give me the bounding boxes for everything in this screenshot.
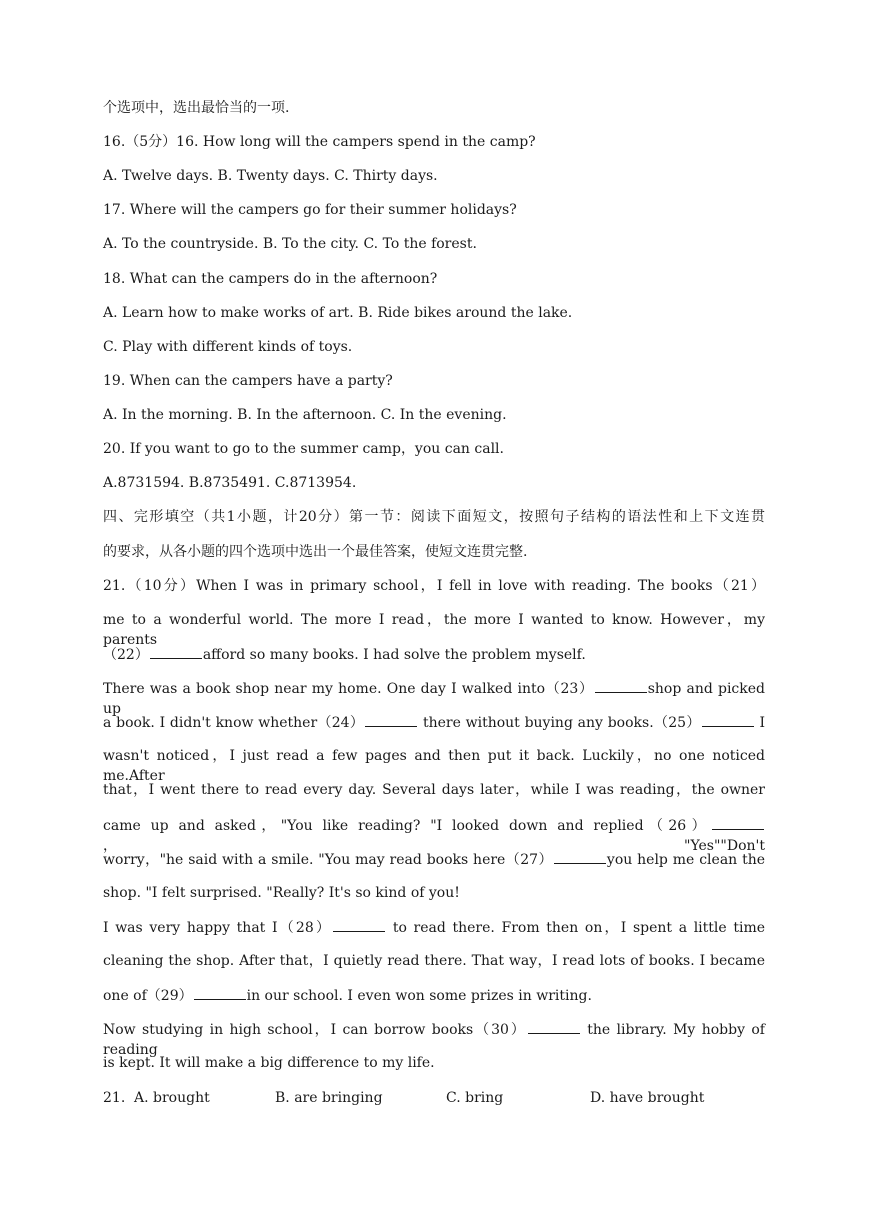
answer-blank-22[interactable] <box>150 644 202 659</box>
answer-blank-23[interactable] <box>595 678 647 693</box>
passage-text: worry，"he said with a smile. "You may read books here（27） <box>103 852 553 868</box>
passage-text: afford so many books. I had solve the problem myself. <box>202 647 586 663</box>
passage-line <box>103 678 766 717</box>
question-20-options: A.8731594. B.8735491. C.8713954. <box>103 475 357 491</box>
passage-line: is kept. It will make a big difference to my life. <box>103 1055 435 1071</box>
passage-line: 21.（10分）When I was in primary school，I fell in love with reading. The books（21） <box>103 578 765 594</box>
passage-line <box>103 1019 765 1058</box>
passage-text: to read there. From then on，I spent a little time <box>386 920 765 936</box>
passage-line <box>103 815 765 854</box>
passage-text: one of（29） <box>103 988 193 1004</box>
passage-text: came up and asked，"You like reading? "I looked down and replied（26） <box>103 818 711 834</box>
passage-line <box>103 917 765 937</box>
passage-text: （22） <box>103 647 149 663</box>
answer-blank-30[interactable] <box>528 1019 580 1034</box>
answer-blank-29[interactable] <box>194 985 246 1000</box>
question-19-options: A. In the morning. B. In the afternoon. C. In the evening. <box>103 407 507 423</box>
question-17-options: A. To the countryside. B. To the city. C. To the forest. <box>103 236 477 252</box>
question-16-options: A. Twelve days. B. Twenty days. C. Thirty days. <box>103 168 438 184</box>
option-number <box>103 1088 125 1108</box>
section-heading: 四、完形填空（共1小题，计20分）第一节：阅读下面短文，按照句子结构的语法性和上下文连贯 <box>103 509 765 525</box>
passage-text: I was very happy that I（28） <box>103 920 333 936</box>
option-a[interactable]: A. brought <box>134 1090 210 1106</box>
question-18-options-ab: A. Learn how to make works of art. B. Ride bikes around the lake. <box>103 305 573 321</box>
question-21-number: 21. <box>103 1090 126 1106</box>
passage-text: there without buying any books.（25） <box>418 715 701 731</box>
answer-blank-25[interactable] <box>702 712 754 727</box>
passage-line: cleaning the shop. After that，I quietly read there. That way，I read lots of books. I became <box>103 953 765 969</box>
answer-blank-28[interactable] <box>333 917 385 932</box>
passage-text: shop and picked up <box>103 681 766 717</box>
answer-blank-26[interactable] <box>712 815 764 830</box>
question-17: 17. Where will the campers go for their summer holidays? <box>103 202 517 218</box>
passage-line: me to a wonderful world. The more I read，the more I wanted to know. However，my parents <box>103 612 765 648</box>
instruction-line: 个选项中，选出最恰当的一项. <box>103 100 290 116</box>
question-18-option-c: C. Play with different kinds of toys. <box>103 339 353 355</box>
passage-line <box>103 712 765 732</box>
question-18: 18. What can the campers do in the afternoon? <box>103 271 438 287</box>
passage-line <box>103 644 765 664</box>
passage-text: in our school. I even won some prizes in writing. <box>246 988 592 1004</box>
section-heading-cont: 的要求，从各小题的四个选项中选出一个最佳答案，使短文连贯完整. <box>103 544 528 560</box>
option-c[interactable]: C. bring <box>446 1090 504 1106</box>
question-16: 16.（5分）16. How long will the campers spend in the camp? <box>103 134 536 150</box>
passage-line <box>103 849 765 869</box>
passage-line: wasn't noticed，I just read a few pages and then put it back. Luckily，no one noticed me.After <box>103 748 765 784</box>
passage-line: that，I went there to read every day. Several days later，while I was reading，the owner <box>103 782 765 798</box>
passage-text: you help me clean the <box>606 852 765 868</box>
passage-line <box>103 985 765 1005</box>
passage-text: ，"Yes""Don't <box>103 838 765 854</box>
passage-text: I <box>754 715 765 731</box>
answer-blank-27[interactable] <box>554 849 606 864</box>
passage-text: Now studying in high school，I can borrow books（30） <box>103 1022 527 1038</box>
passage-line: shop. "I felt surprised. "Really? It's so kind of you! <box>103 885 460 901</box>
passage-text: the library. My hobby of reading <box>103 1022 765 1058</box>
passage-text: There was a book shop near my home. One day I walked into（23） <box>103 681 594 697</box>
answer-blank-24[interactable] <box>365 712 417 727</box>
option-d[interactable]: D. have brought <box>590 1090 705 1106</box>
option-b[interactable]: B. are bringing <box>275 1090 383 1106</box>
question-20: 20. If you want to go to the summer camp，you can call. <box>103 441 504 457</box>
passage-text: a book. I didn't know whether（24） <box>103 715 365 731</box>
question-19: 19. When can the campers have a party? <box>103 373 393 389</box>
